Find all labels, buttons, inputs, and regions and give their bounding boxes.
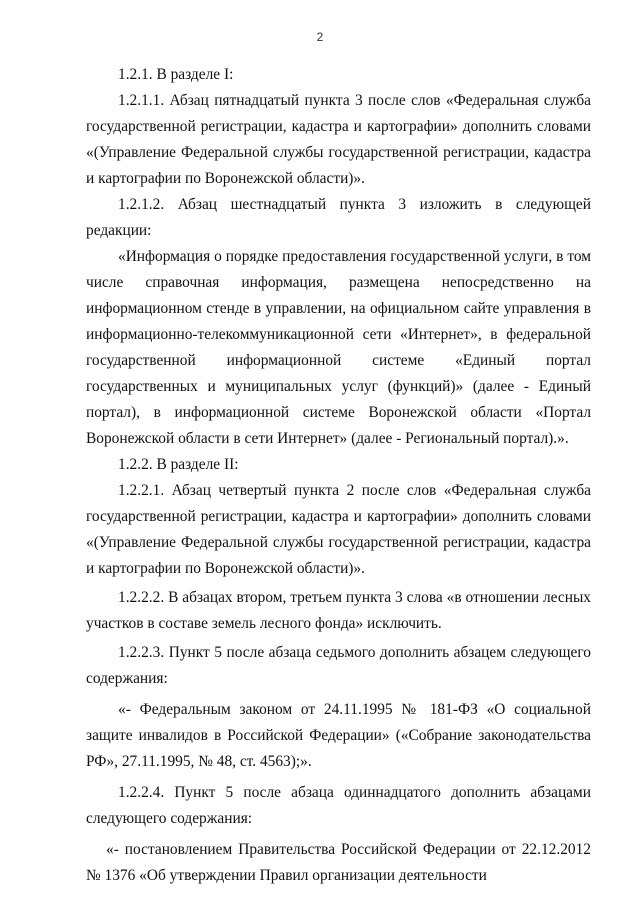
section-heading-1-2-1: 1.2.1. В разделе I: [118,66,234,83]
paragraph-1-2-2-3: 1.2.2.3. Пункт 5 после абзаца седьмого дополнить абзацем следующего содержания: [86,644,591,687]
section-heading-1-2-2: 1.2.2. В разделе II: [118,456,239,473]
paragraph-1-2-2-4: 1.2.2.4. Пункт 5 после абзаца одиннадцатого дополнить абзацами следующего содержания: [86,784,591,827]
paragraph-quoted-federal-law: «- Федеральным законом от 24.11.1995 № 181-ФЗ «О социальной защите инвалидов в Российской Федерации» («Собрание законодательства РФ», 27.11.1995, № 48, ст. 4563);». [86,701,591,770]
paragraph-1-2-2-1: 1.2.2.1. Абзац четвертый пункта 2 после слов «Федеральная служба государственной регистрации, кадастра и картографии» дополнить словами «(Управление Федеральной службы государственной регистрации, кадастра и картографии по Воронежской области)». [86,482,591,577]
paragraph-quoted-government-decree: «- постановлением Правительства Российской Федерации от 22.12.2012 № 1376 «Об утверждении Правил организации деятельности [86,841,591,884]
paragraph-1-2-2-2: 1.2.2.2. В абзацах втором, третьем пункта 3 слова «в отношении лесных участков в составе земель лесного фонда» исключить. [86,589,591,632]
document-body [86,62,591,889]
paragraph-1-2-1-2: 1.2.1.2. Абзац шестнадцатый пункта 3 изложить в следующей редакции: [86,196,591,239]
paragraph-quoted-information: «Информация о порядке предоставления государственной услуги, в том числе справочная информация, размещена непосредственно на информационном стенде в управлении, на официальном сайте управления в информационно-телекоммуникационной сети «Интернет», в федеральной государственной информационной системе «Единый портал государственных и муниципальных услуг (функций)» (далее - Единый портал), в информационной системе Воронежской области «Портал Воронежской области в сети Интернет» (далее - Региональный портал).». [86,248,591,447]
paragraph-1-2-1-1: 1.2.1.1. Абзац пятнадцатый пункта 3 после слов «Федеральная служба государственной регистрации, кадастра и картографии» дополнить словами «(Управление Федеральной службы государственной регистрации, кадастра и картографии по Воронежской области)». [86,92,591,187]
page-number: 2 [316,30,324,44]
